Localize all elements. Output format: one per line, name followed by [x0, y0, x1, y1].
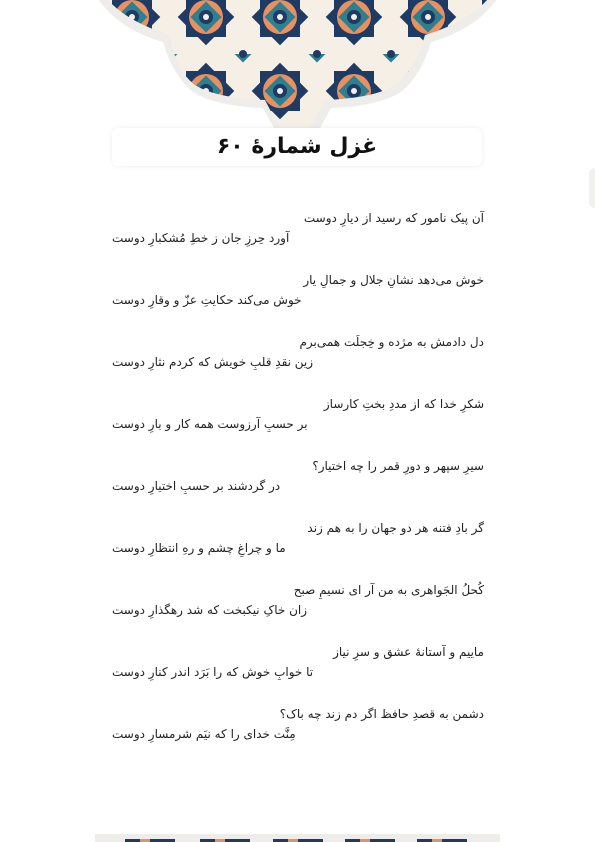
couplet: [112, 332, 484, 394]
hemistich-second: آورد حِرزِ جان ز خطِ مُشکبارِ دوست: [112, 231, 290, 245]
hemistich-second: زان خاکِ نیکبخت که شد رهگذارِ دوست: [112, 603, 308, 617]
hemistich-first: سیرِ سپهر و دورِ قمر را چه اختیار؟: [312, 459, 484, 473]
poem-title: غزل شمارهٔ ۶۰: [216, 134, 378, 159]
hemistich-second: بر حسبِ آرزوست همه کار و بارِ دوست: [112, 417, 308, 431]
hemistich-first: شکرِ خدا که از مددِ بختِ کارساز: [323, 397, 484, 411]
couplet: [112, 394, 484, 456]
hemistich-first: دل دادمش به مژده و خِجلَت همی‌برم: [299, 335, 484, 349]
hemistich-first: خوش می‌دهد نشانِ جلال و جمالِ یار: [303, 273, 484, 287]
hemistich-second: خوش می‌کند حکایتِ عزّ و وقارِ دوست: [112, 293, 302, 307]
hemistich-second: زین نقدِ قلبِ خویش که کردم نثارِ دوست: [112, 355, 314, 369]
hemistich-first: دشمن به قصدِ حافظ اگر دم زند چه باک؟: [279, 707, 484, 721]
hemistich-first: آن پیک نامور که رسید از دیارِ دوست: [303, 211, 484, 225]
couplet: [112, 580, 484, 642]
couplet: [112, 518, 484, 580]
couplet: [112, 456, 484, 518]
poem-body: [112, 208, 484, 766]
hemistich-second: در گردشند بر حسبِ اختیارِ دوست: [112, 479, 281, 493]
hemistich-first: گر بادِ فتنه هر دو جهان را به هم زند: [307, 521, 484, 535]
hemistich-second: تا خوابِ خوش که را بَرَد اندر کنارِ دوست: [112, 665, 314, 679]
couplet: [112, 270, 484, 332]
hemistich-first: کُحلُ الجَواهری به من آر ای نسیمِ صبح: [293, 583, 484, 597]
couplet: [112, 208, 484, 270]
hemistich-second: مِنَّت خدای را که نیَم شرمسارِ دوست: [112, 727, 296, 741]
hemistich-first: ماییم و آستانهٔ عشق و سرِ نیاز: [333, 645, 484, 659]
right-edge-tab: [589, 168, 595, 208]
couplet: [112, 704, 484, 766]
couplet: [112, 642, 484, 704]
hemistich-second: ما و چراغِ چشم و رهِ انتظارِ دوست: [112, 541, 286, 555]
bottom-ornament-strip: [95, 834, 500, 842]
